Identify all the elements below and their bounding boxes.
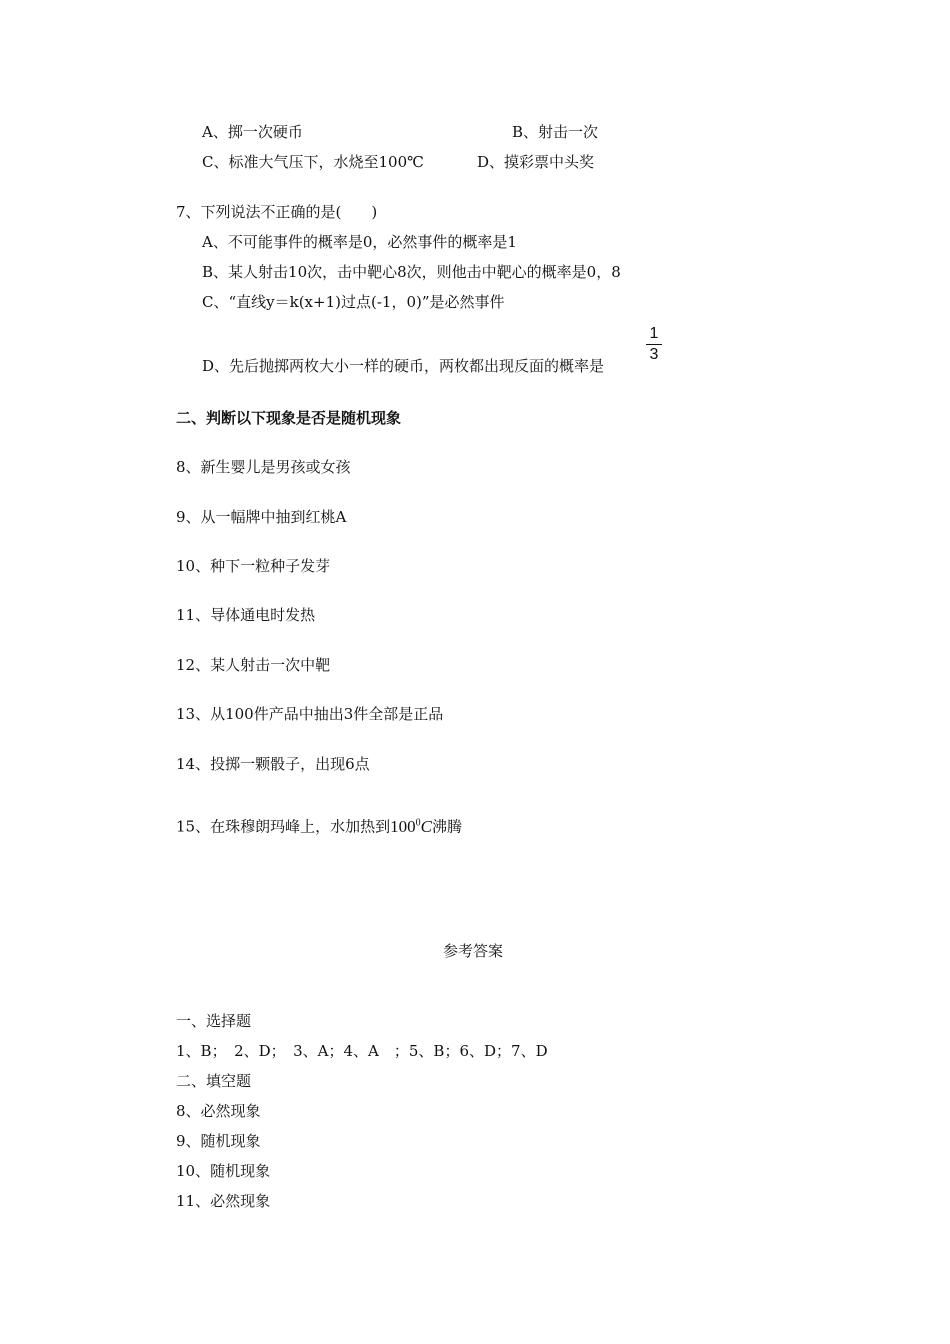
q7-option-c: C、“直线y＝k(x+1)过点(-1，0)”是必然事件 (202, 293, 505, 311)
q7-option-a: A、不可能事件的概率是0，必然事件的概率是1 (202, 233, 517, 251)
q14: 14、投掷一颗骰子，出现6点 (176, 755, 370, 773)
q11: 11、导体通电时发热 (176, 606, 316, 624)
fraction-bar (646, 344, 662, 345)
q6-option-d: D、摸彩票中头奖 (477, 153, 595, 171)
q9: 9、从一幅牌中抽到红桃A (176, 508, 347, 526)
q15-temp-value: 100 (390, 816, 416, 836)
q7-option-d: D、先后抛掷两枚大小一样的硬币，两枚都出现反面的概率是 (202, 357, 605, 375)
q8: 8、新生婴儿是男孩或女孩 (176, 458, 351, 476)
answers-section2: 二、填空题 (176, 1072, 252, 1090)
answer-9: 9、随机现象 (176, 1132, 261, 1150)
q15-temperature (390, 817, 432, 836)
section2-heading: 二、判断以下现象是否是随机现象 (176, 409, 402, 427)
q12: 12、某人射击一次中靶 (176, 656, 331, 674)
answers-section1: 一、选择题 (176, 1012, 252, 1030)
answer-11: 11、必然现象 (176, 1192, 271, 1210)
q15-temp-unit: C (420, 816, 432, 836)
fraction-numerator: 1 (649, 325, 659, 342)
answers-title: 参考答案 (443, 942, 504, 960)
answers-choices: 1、B； 2、D； 3、A；4、A ；5、B；6、D；7、D (176, 1042, 548, 1060)
q15 (176, 813, 462, 837)
q6-option-a: A、掷一次硬币 (202, 123, 303, 141)
answer-10: 10、随机现象 (176, 1162, 271, 1180)
q15-temp-degree: 0 (415, 817, 421, 828)
answer-8: 8、必然现象 (176, 1102, 261, 1120)
q15-suffix: 沸腾 (431, 817, 462, 836)
q7-stem: 7、下列说法不正确的是( ) (176, 203, 378, 221)
q6-option-b: B、射击一次 (512, 123, 599, 141)
q13: 13、从100件产品中抽出3件全部是正品 (176, 705, 444, 723)
q7-option-b: B、某人射击10次，击中靶心8次，则他击中靶心的概率是0，8 (202, 263, 621, 281)
fraction-denominator: 3 (649, 346, 659, 363)
q6-option-c: C、标准大气压下，水烧至100℃ (202, 153, 424, 171)
q15-prefix: 15、在珠穆朗玛峰上，水加热到 (176, 817, 391, 836)
q10: 10、种下一粒种子发芽 (176, 557, 331, 575)
fraction-one-third (646, 325, 662, 364)
